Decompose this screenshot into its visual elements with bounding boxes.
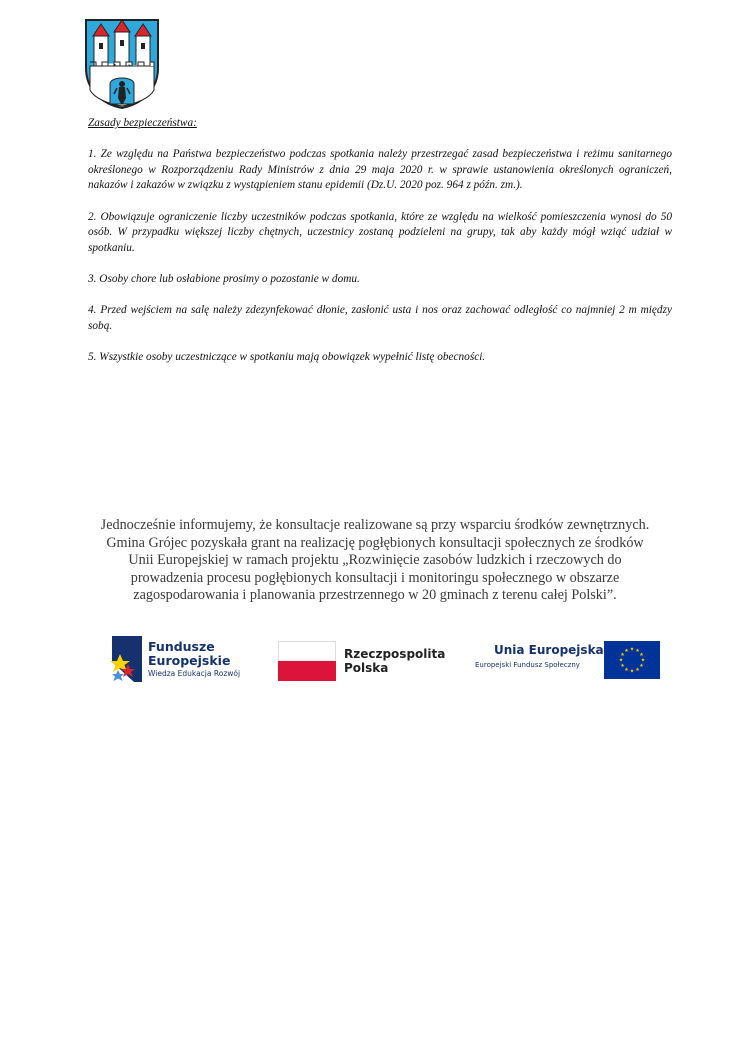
rzeczpospolita-line2: Polska	[344, 661, 389, 675]
svg-text:★: ★	[640, 657, 646, 664]
rzeczpospolita-line1: Rzeczpospolita	[344, 647, 446, 661]
rzeczpospolita-polska-logo	[278, 640, 448, 682]
fundusze-europejskie-logo	[110, 634, 260, 684]
svg-text:★: ★	[635, 667, 640, 673]
eu-funds-star-icon	[110, 634, 144, 684]
safety-rules	[88, 116, 672, 381]
town-crest	[84, 18, 160, 110]
rule-item: 1. Ze względu na Państwa bezpieczeństwo podczas spotkania należy przestrzegać zasad bezpieczeństwa i reżimu sanitarnego określonego w Rozporządzeniu Rady Ministrów z dnia 29 maja 2020 r. w sprawie ustanowienia określonych ograniczeń, nakazów i zakazów w związku z wystąpieniem stanu epidemii (Dz.U. 2020 poz. 964 z późn. zm.).	[88, 148, 672, 192]
svg-text:★: ★	[624, 667, 629, 673]
rules-heading: Zasady bezpieczeństwa:	[88, 117, 197, 129]
svg-text:★: ★	[639, 652, 644, 658]
fundusze-line3: Wiedza Edukacja Rozwój	[148, 669, 241, 678]
fundusze-line1: Fundusze	[148, 639, 215, 654]
town-crest-icon	[84, 18, 160, 110]
eu-flag-icon	[604, 641, 660, 679]
svg-text:★: ★	[620, 663, 625, 669]
rule-item: 3. Osoby chore lub osłabione prosimy o pozostanie w domu.	[88, 272, 360, 285]
svg-text:★: ★	[639, 663, 644, 669]
rule-item: 5. Wszystkie osoby uczestniczące w spotkaniu mają obowiązek wypełnić listę obecności.	[88, 350, 486, 363]
fundusze-line2: Europejskie	[148, 653, 231, 668]
svg-text:★: ★	[624, 648, 629, 654]
funding-notice: Jednocześnie informujemy, że konsultacje realizowane są przy wsparciu środków zewnętrznych. Gmina Grójec pozyskała grant na realizację pogłębionych konsultacji społecznych ze środków Unii Europejskiej w ramach projektu „Rozwinięcie zasobów ludzkich i rzeczowych do prowadzenia procesu pogłębionych konsultacji i monitoringu społecznego w obszarze zagospodarowania i planowania przestrzennego w 20 gminach z terenu całej Polski”.	[100, 517, 650, 604]
svg-text:★: ★	[620, 652, 625, 658]
unia-line1: Unia Europejska	[494, 643, 604, 657]
rule-item: 4. Przed wejściem na salę należy zdezynfekować dłonie, zasłonić usta i nos oraz zachować odległość co najmniej 2 m między sobą.	[88, 304, 672, 332]
rule-item: 2. Obowiązuje ograniczenie liczby uczestników podczas spotkania, które ze względu na wielkość pomieszczenia wynosi do 50 osób. W przypadku większej liczby chętnych, uczestnicy zostaną podzieleni na grupy, tak aby każdy mógł wziąć udział w spotkaniu.	[88, 210, 672, 254]
svg-text:★: ★	[618, 657, 624, 664]
svg-text:★: ★	[629, 668, 635, 675]
unia-europejska-logo	[472, 640, 662, 680]
polish-flag-icon	[278, 641, 336, 681]
svg-text:★: ★	[635, 648, 640, 654]
unia-line2: Europejski Fundusz Społeczny	[475, 661, 580, 669]
svg-text:★: ★	[629, 646, 635, 653]
